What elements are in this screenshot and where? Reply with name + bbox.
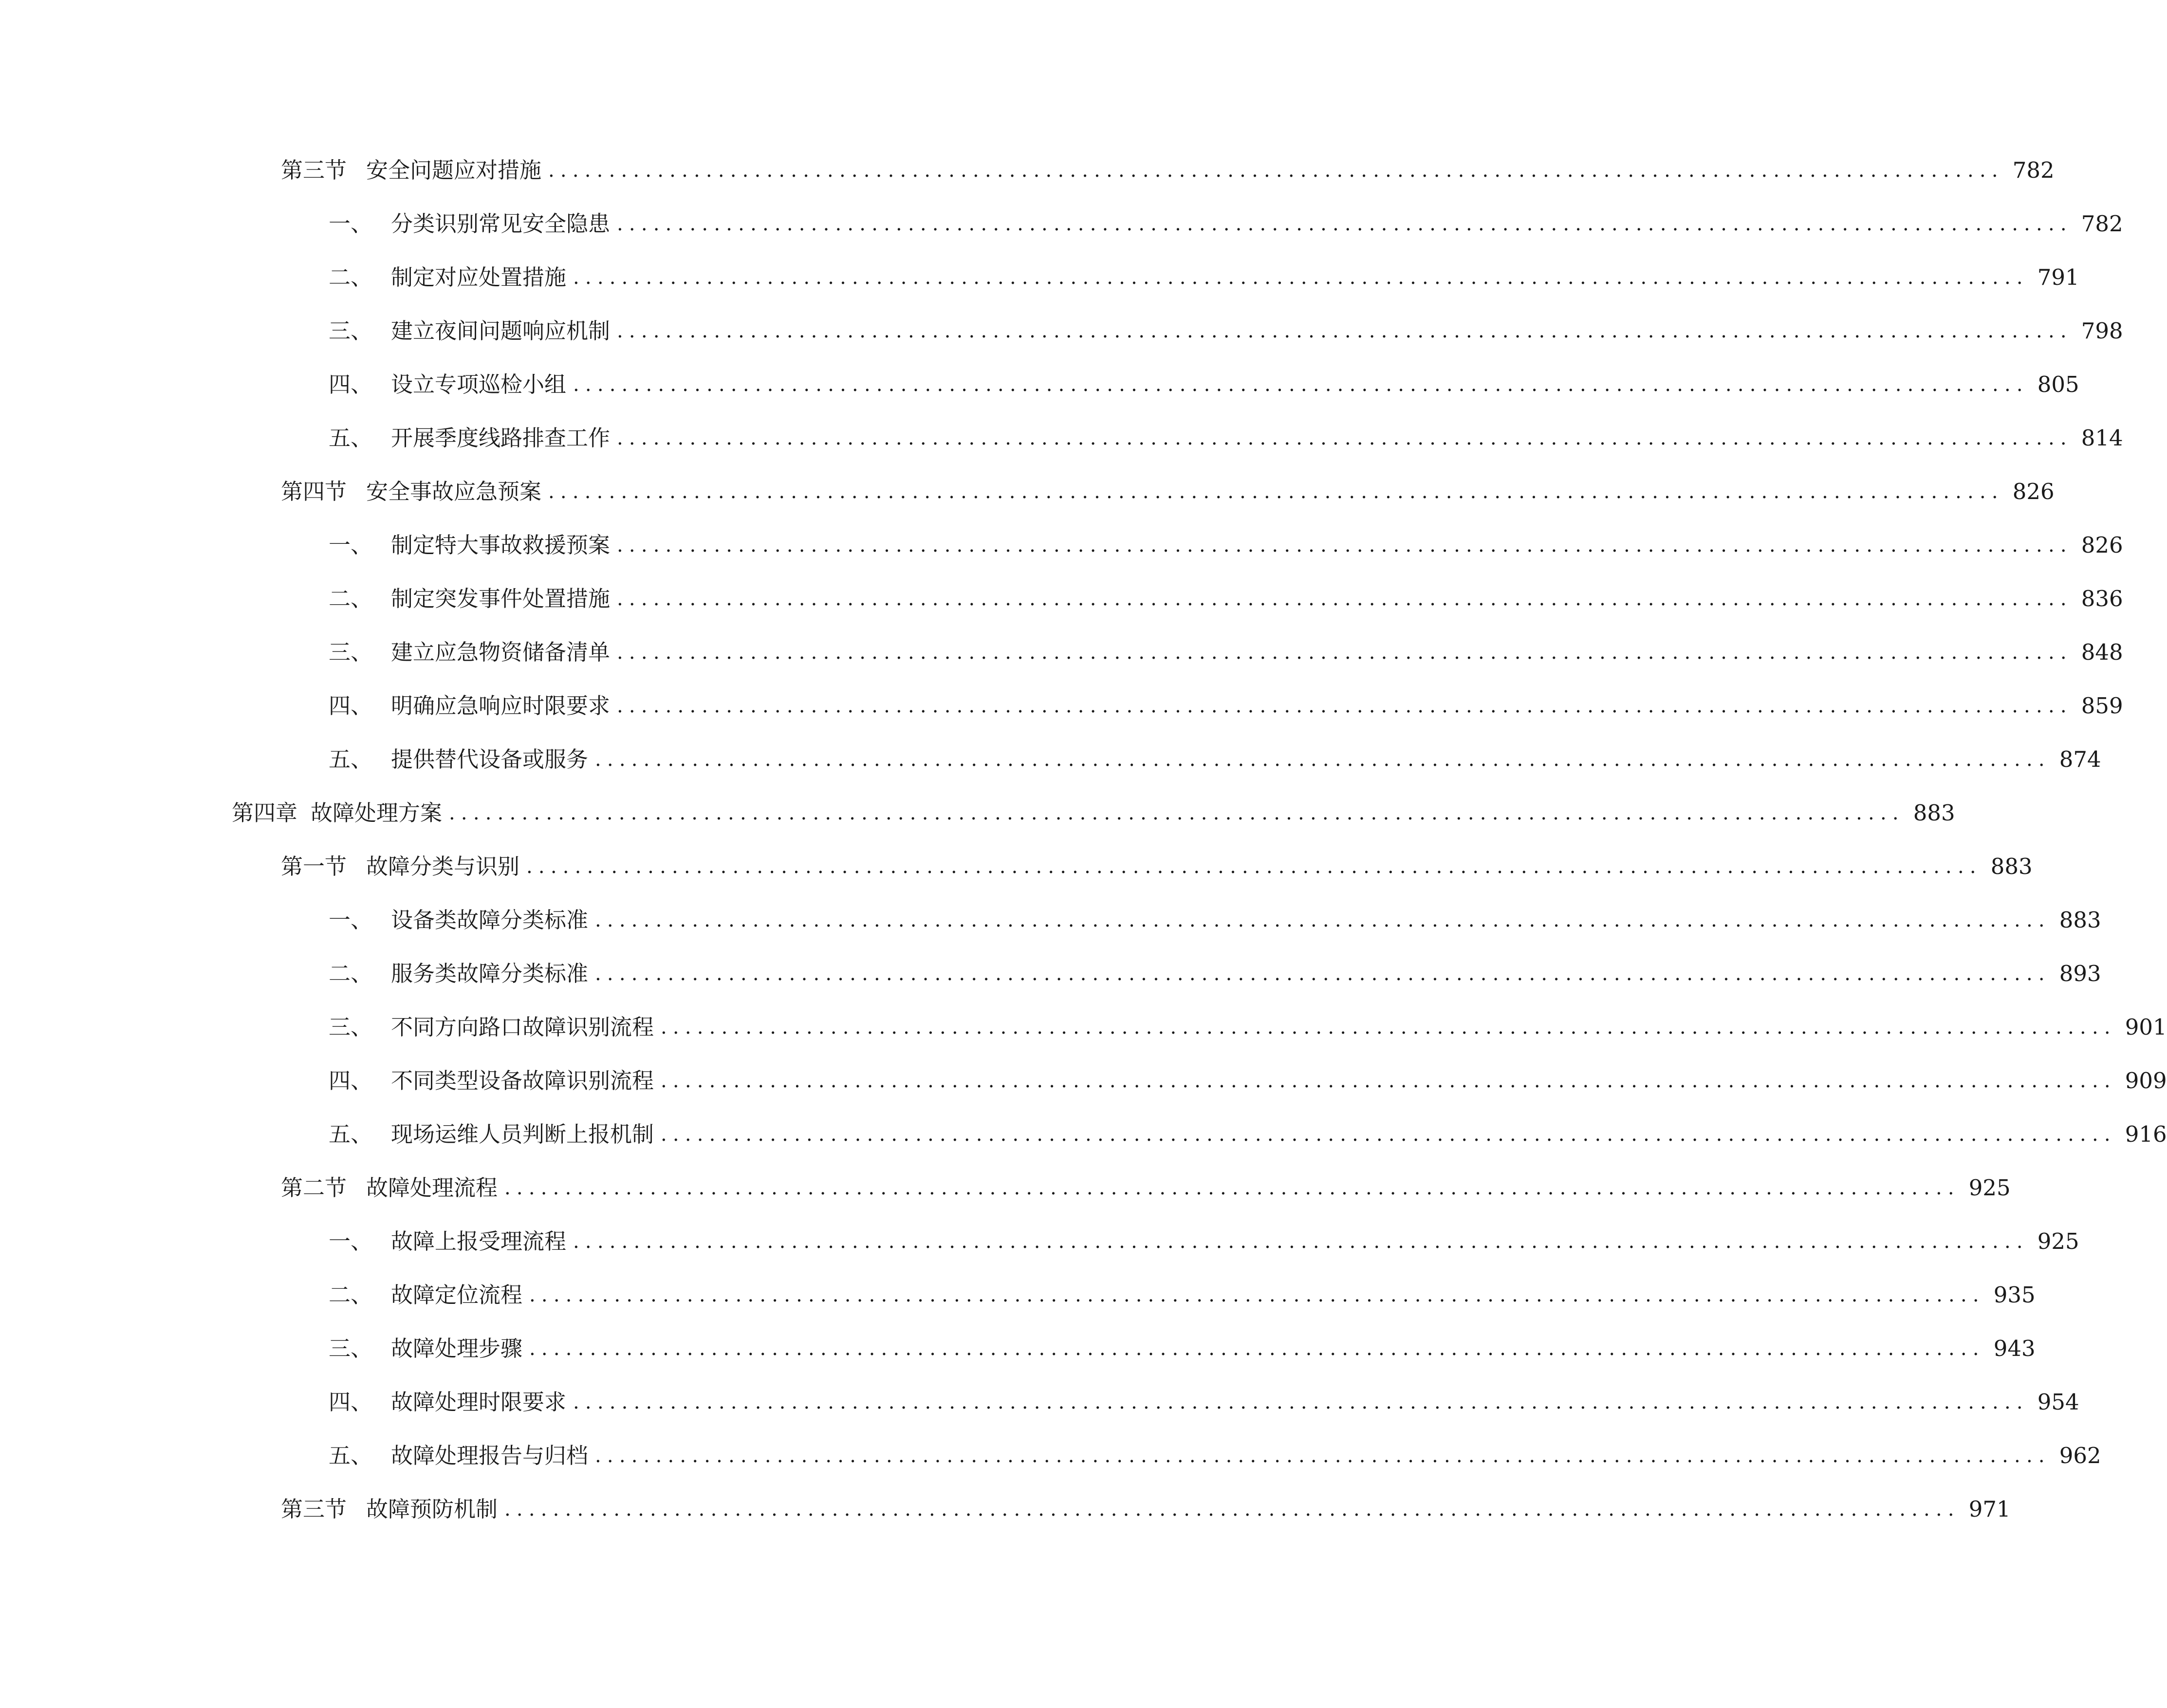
dot-leader: ........................................................................................................................ [529,1337,1985,1360]
toc-entry-page: 935 [1993,1282,2036,1308]
toc-entry-title: 故障预防机制 [366,1496,498,1522]
toc-label [329,367,566,402]
toc-label [329,421,610,456]
toc-entry-title: 开展季度线路排查工作 [391,425,611,451]
toc-label [329,903,588,938]
toc-entry-title: 安全事故应急预案 [366,479,542,504]
toc-entry-page: 798 [2081,318,2123,344]
toc-entry-title: 故障定位流程 [391,1282,523,1308]
toc-entry[interactable] [329,1385,2079,1420]
toc-label [329,1385,566,1420]
toc-entry-number: 三、 [329,318,373,344]
toc-entry-page: 826 [2081,532,2123,558]
toc-label [281,474,541,509]
toc-entry[interactable] [329,1438,2101,1473]
toc-entry-title: 提供替代设备或服务 [391,746,589,772]
toc-entry-page: 925 [2037,1228,2079,1254]
toc-entry-page: 782 [2081,211,2123,237]
toc-entry-number: 四、 [329,1389,373,1415]
toc-entry[interactable] [329,367,2079,402]
toc-entry-number: 五、 [329,425,373,451]
toc-entry-page: 943 [1993,1336,2036,1361]
toc-entry-page: 954 [2037,1389,2079,1415]
toc-label [329,1438,588,1473]
toc-entry-title: 明确应急响应时限要求 [391,693,611,719]
dot-leader: ........................................................................................................................ [529,1284,1985,1306]
toc-entry-page: 836 [2081,586,2123,612]
dot-leader: ........................................................................................................................ [617,588,2073,610]
toc-entry[interactable] [329,528,2123,563]
toc-entry-title: 故障处理时限要求 [391,1389,567,1415]
toc-entry-title: 故障处理步骤 [391,1336,523,1361]
toc-entry-title: 制定突发事件处置措施 [391,586,611,612]
toc-entry[interactable] [232,796,1955,831]
toc-label [281,849,519,884]
toc-entry[interactable] [329,742,2101,777]
toc-entry-number: 一、 [329,211,373,237]
toc-label [329,1278,522,1313]
dot-leader: ........................................................................................................................ [504,1498,1960,1521]
toc-entry[interactable] [329,421,2123,456]
dot-leader: ........................................................................................................................ [617,320,2073,342]
toc-label [329,260,566,295]
toc-entry[interactable] [329,1010,2167,1045]
dot-leader: ........................................................................................................................ [617,641,2073,664]
toc-entry-title: 现场运维人员判断上报机制 [391,1121,654,1147]
dot-leader: ........................................................................................................................ [617,427,2073,449]
toc-entry-title: 故障上报受理流程 [391,1228,567,1254]
toc-entry-number: 一、 [329,532,373,558]
toc-entry-page: 925 [1968,1175,2011,1201]
toc-entry[interactable] [329,206,2123,241]
toc-entry-number: 第三节 [281,157,347,183]
toc-label [329,528,610,563]
dot-leader: ........................................................................................................................ [617,534,2073,557]
toc-entry-title: 分类识别常见安全隐患 [391,211,611,237]
toc-label [281,153,541,188]
toc-entry[interactable] [329,1224,2079,1259]
toc-entry-number: 一、 [329,907,373,933]
toc-label [329,206,610,241]
toc-entry-title: 故障分类与识别 [366,854,520,879]
dot-leader: ........................................................................................................................ [595,1445,2051,1467]
toc-entry-title: 故障处理报告与归档 [391,1443,589,1468]
toc-entry-page: 909 [2125,1068,2167,1094]
toc-entry-title: 不同方向路口故障识别流程 [391,1014,654,1040]
toc-entry-number: 第二节 [281,1175,347,1201]
toc-entry-number: 四、 [329,1068,373,1094]
dot-leader: ........................................................................................................................ [595,748,2051,771]
toc-entry[interactable] [329,688,2123,724]
toc-label [329,688,610,724]
toc-label [329,1010,654,1045]
toc-entry-number: 二、 [329,264,373,290]
toc-entry[interactable] [329,314,2123,349]
dot-leader: ........................................................................................................................ [617,213,2073,235]
dot-leader: ........................................................................................................................ [573,1391,2029,1413]
toc-entry-number: 第四章 [232,800,298,826]
toc-label [232,796,442,831]
toc-entry-number: 第四节 [281,479,347,504]
toc-label [329,635,610,670]
toc-label [329,1117,654,1152]
toc-entry-page: 883 [1990,854,2033,879]
dot-leader: ........................................................................................................................ [573,1230,2029,1253]
dot-leader: ........................................................................................................................ [449,802,1905,824]
dot-leader: ........................................................................................................................ [661,1070,2116,1092]
toc-entry[interactable] [329,956,2101,991]
dot-leader: ........................................................................................................................ [661,1123,2116,1146]
toc-entry-page: 971 [1968,1496,2011,1522]
toc-entry-page: 883 [1913,800,1955,826]
toc-entry-page: 814 [2081,425,2123,451]
toc-entry-number: 四、 [329,371,373,397]
dot-leader: ........................................................................................................................ [504,1177,1960,1199]
toc-entry-number: 三、 [329,1014,373,1040]
toc-entry-number: 五、 [329,1443,373,1468]
toc-entry[interactable] [329,260,2079,295]
dot-leader: ........................................................................................................................ [526,855,1982,878]
toc-entry-title: 制定对应处置措施 [391,264,567,290]
toc-entry[interactable] [281,153,2055,188]
toc-entry[interactable] [281,1170,2011,1206]
toc-entry[interactable] [329,581,2123,616]
toc-entry-title: 建立应急物资储备清单 [391,639,611,665]
toc-label [329,581,610,616]
toc-entry-page: 916 [2125,1121,2167,1147]
toc-entry-number: 五、 [329,746,373,772]
toc-entry-page: 805 [2037,371,2079,397]
toc-entry-title: 制定特大事故救援预案 [391,532,611,558]
toc-entry[interactable] [281,474,2055,509]
toc-entry-page: 901 [2125,1014,2167,1040]
toc-entry-title: 故障处理方案 [311,800,443,826]
toc-entry[interactable] [281,849,2033,884]
dot-leader: ........................................................................................................................ [661,1016,2116,1039]
toc-entry[interactable] [281,1492,2011,1527]
toc-label [281,1170,498,1206]
toc-entry-number: 一、 [329,1228,373,1254]
toc-entry-number: 第三节 [281,1496,347,1522]
toc-entry-page: 826 [2012,479,2055,504]
dot-leader: ........................................................................................................................ [595,909,2051,931]
toc-entry-title: 安全问题应对措施 [366,157,542,183]
toc-entry[interactable] [329,1331,2036,1366]
toc-entry[interactable] [329,635,2123,670]
dot-leader: ........................................................................................................................ [595,963,2051,985]
toc-entry-page: 859 [2081,693,2123,719]
toc-label [329,1224,566,1259]
toc-entry-title: 服务类故障分类标准 [391,961,589,986]
toc-entry[interactable] [329,1063,2167,1098]
toc-entry-title: 设立专项巡检小组 [391,371,567,397]
toc-entry-title: 不同类型设备故障识别流程 [391,1068,654,1094]
toc-label [329,314,610,349]
toc-entry-page: 848 [2081,639,2123,665]
toc-entry-number: 二、 [329,586,373,612]
toc-entry[interactable] [329,1278,2036,1313]
toc-entry-page: 874 [2059,746,2101,772]
dot-leader: ........................................................................................................................ [573,373,2029,396]
toc-label [329,742,588,777]
toc-label [329,1063,654,1098]
toc-entry[interactable] [329,1117,2167,1152]
dot-leader: ........................................................................................................................ [548,159,2004,182]
toc-entry-number: 五、 [329,1121,373,1147]
toc-entry[interactable] [329,903,2101,938]
toc-entry-page: 883 [2059,907,2101,933]
toc-entry-number: 三、 [329,1336,373,1361]
toc-entry-page: 893 [2059,961,2101,986]
toc-entry-page: 782 [2012,157,2055,183]
toc-label [329,1331,522,1366]
toc-entry-number: 三、 [329,639,373,665]
toc-entry-title: 故障处理流程 [366,1175,498,1201]
toc-entry-title: 设备类故障分类标准 [391,907,589,933]
toc-label [281,1492,498,1527]
dot-leader: ........................................................................................................................ [573,266,2029,289]
dot-leader: ........................................................................................................................ [548,481,2004,503]
toc-entry-number: 第一节 [281,854,347,879]
dot-leader: ........................................................................................................................ [617,695,2073,717]
toc-entry-number: 二、 [329,961,373,986]
toc-entry-title: 建立夜间问题响应机制 [391,318,611,344]
toc-entry-number: 四、 [329,693,373,719]
toc-entry-page: 791 [2037,264,2079,290]
toc-entry-number: 二、 [329,1282,373,1308]
toc-label [329,956,588,991]
toc-entry-page: 962 [2059,1443,2101,1468]
